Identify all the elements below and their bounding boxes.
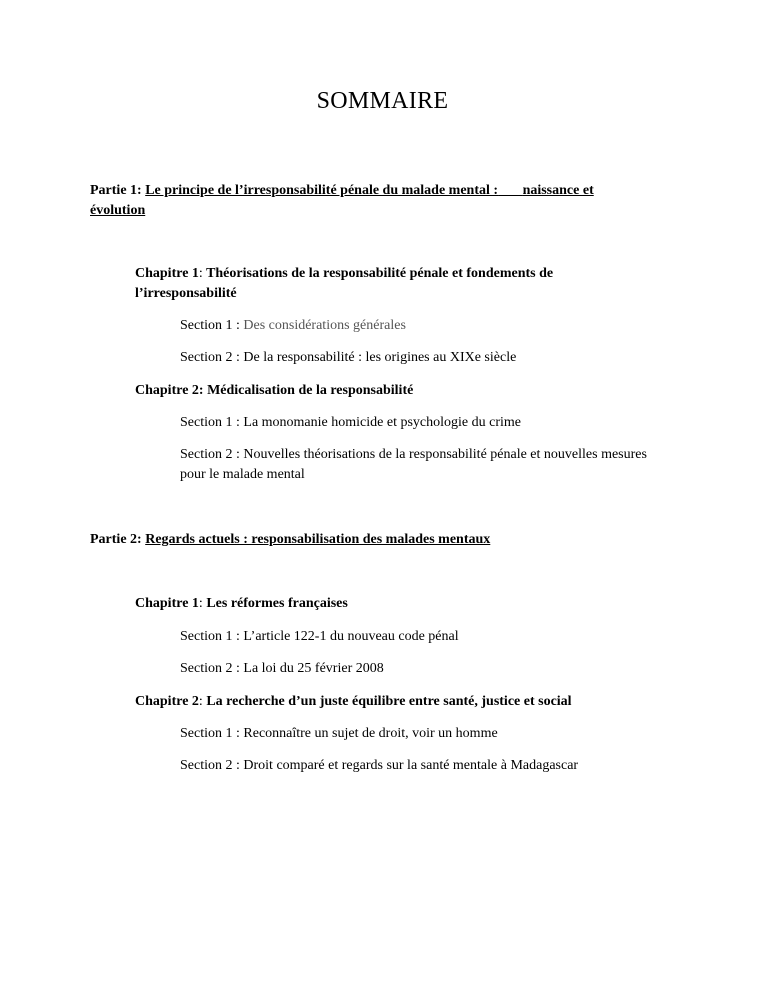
chapitre-heading xyxy=(135,594,635,614)
chapitre-colon: : xyxy=(198,596,203,611)
chapitre-title: La recherche d’un juste équilibre entre santé, justice et social xyxy=(206,694,572,709)
chapitre-title: Les réformes françaises xyxy=(206,596,348,611)
chapitre-label: Chapitre 1 xyxy=(135,266,199,281)
section-title: L’article 122-1 du nouveau code pénal xyxy=(243,629,459,644)
chapitre-title: Médicalisation de la responsabilité xyxy=(207,383,414,398)
section-item xyxy=(180,659,650,679)
section-item xyxy=(180,348,650,368)
section-title: Droit comparé et regards sur la santé mentale à Madagascar xyxy=(243,758,579,773)
section-title: De la responsabilité : les origines au XIXe siècle xyxy=(243,350,517,365)
section-item xyxy=(180,724,650,744)
section-item xyxy=(180,627,650,647)
chapitre-heading xyxy=(135,692,635,712)
page-title: SOMMAIRE xyxy=(316,88,449,114)
section-title: Nouvelles théorisations de la responsabilité pénale et nouvelles mesures pour le malade mental xyxy=(180,447,647,482)
section-title: La loi du 25 février 2008 xyxy=(243,661,384,676)
section-title: Des considérations générales xyxy=(243,318,406,333)
section-label: Section 2 : xyxy=(180,447,240,462)
section-item xyxy=(180,413,650,433)
section-label: Section 2 : xyxy=(180,661,240,676)
section-label: Section 1 : xyxy=(180,726,240,741)
partie-title-line2: évolution xyxy=(90,203,146,218)
chapitre-title: Théorisations de la responsabilité pénale et fondements de l’irresponsabilité xyxy=(135,266,554,301)
partie-label: Partie 2: xyxy=(90,532,142,547)
section-title: Reconnaître un sujet de droit, voir un homme xyxy=(243,726,498,741)
partie-title: Le principe de l’irresponsabilité pénale du malade mental : xyxy=(145,183,499,198)
section-label: Section 1 : xyxy=(180,318,240,333)
section-label: Section 1 : xyxy=(180,629,240,644)
section-label: Section 1 : xyxy=(180,415,240,430)
partie-title: Regards actuels : responsabilisation des malades mentaux xyxy=(145,532,491,547)
section-label: Section 2 : xyxy=(180,350,240,365)
partie-1-heading xyxy=(90,181,650,221)
section-item xyxy=(180,756,650,776)
chapitre-label: Chapitre 2: xyxy=(135,383,204,398)
partie-title-gap xyxy=(498,183,523,198)
chapitre-heading xyxy=(135,381,635,401)
chapitre-heading xyxy=(135,264,635,304)
section-item xyxy=(180,445,650,485)
section-label: Section 2 : xyxy=(180,758,240,773)
partie-title-end: naissance et xyxy=(522,183,594,198)
partie-label: Partie 1: xyxy=(90,183,142,198)
partie-2-heading xyxy=(90,530,650,550)
chapitre-colon: : xyxy=(198,694,203,709)
section-item xyxy=(180,316,650,336)
chapitre-label: Chapitre 1 xyxy=(135,596,199,611)
chapitre-label: Chapitre 2 xyxy=(135,694,199,709)
section-title: La monomanie homicide et psychologie du crime xyxy=(243,415,521,430)
chapitre-colon: : xyxy=(198,266,203,281)
